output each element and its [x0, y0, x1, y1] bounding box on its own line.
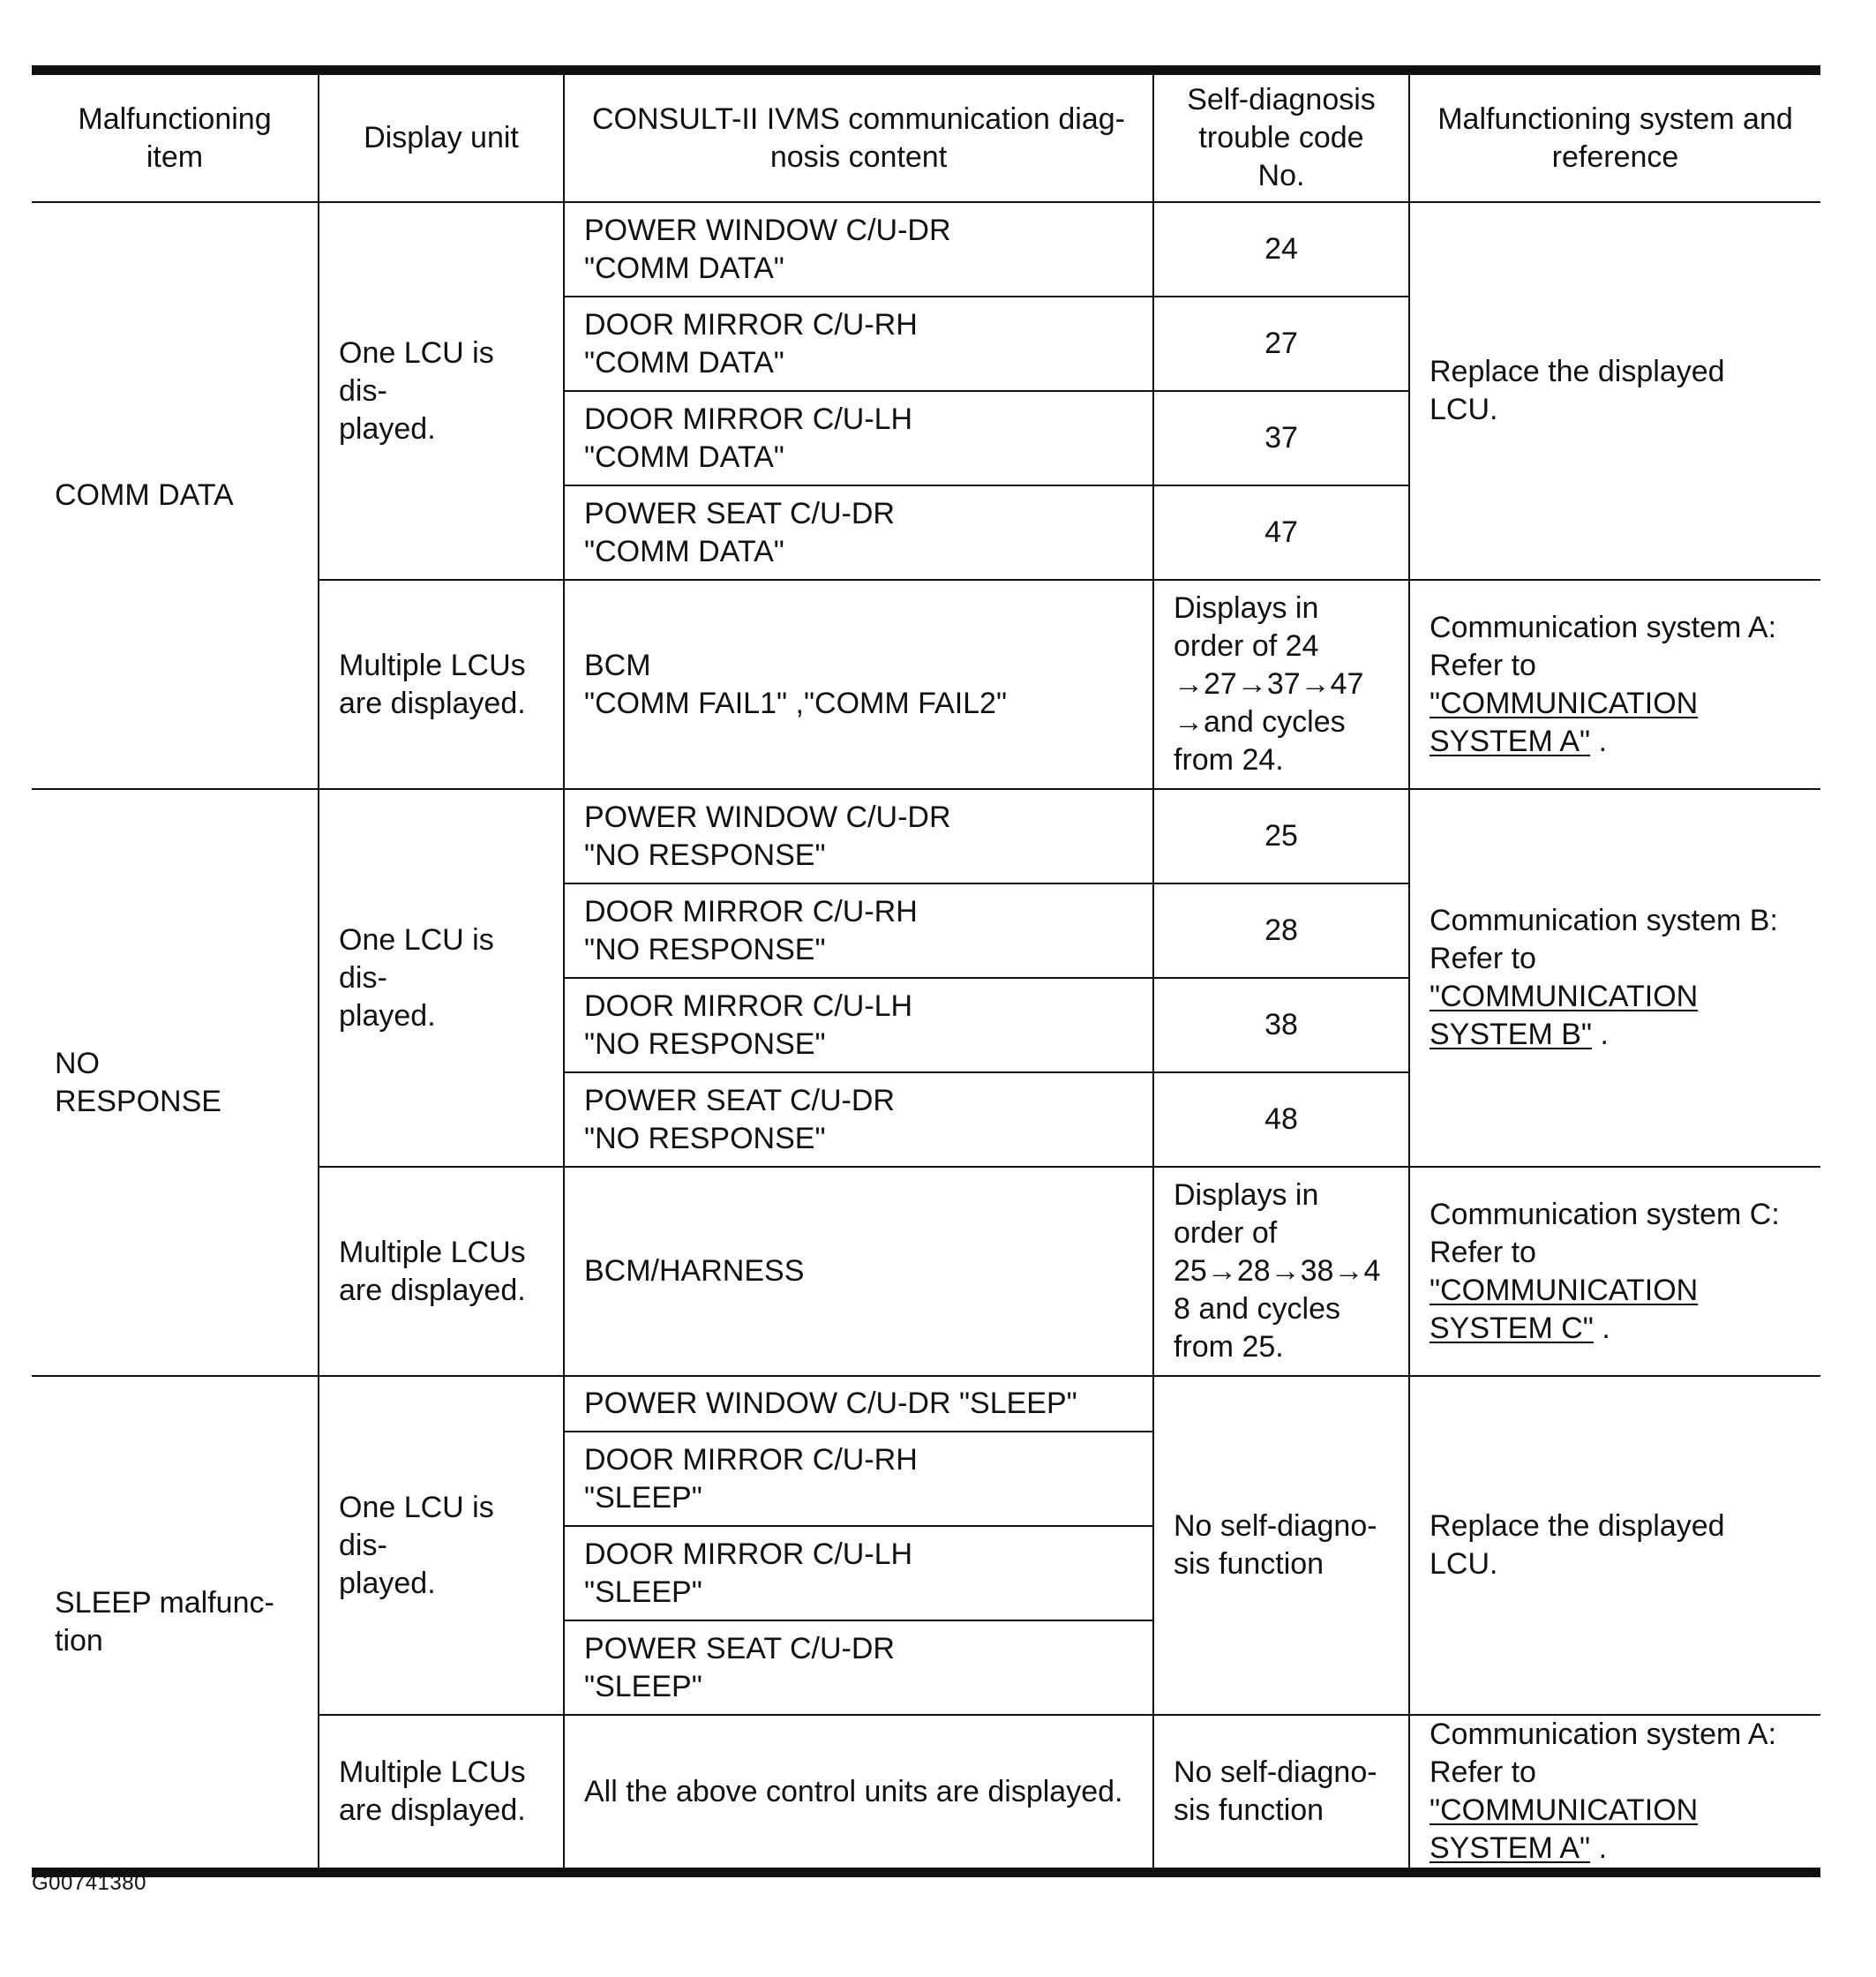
header-system-reference: Malfunctioning system and reference	[1409, 71, 1820, 203]
reference-cell: Communication system C: Refer to "COMMUNICATION SYSTEM C" .	[1409, 1167, 1820, 1376]
code-cell: Displays in order of 25→28→38→4 8 and cycles from 25.	[1153, 1167, 1409, 1376]
content-cell: DOOR MIRROR C/U-LH "COMM DATA"	[564, 391, 1153, 485]
content-cell: POWER WINDOW C/U-DR "NO RESPONSE"	[564, 789, 1153, 883]
content-cell: POWER WINDOW C/U-DR "COMM DATA"	[564, 202, 1153, 297]
diagnosis-table	[32, 65, 1820, 1877]
table-row	[32, 1376, 1820, 1432]
code-cell: 27	[1153, 297, 1409, 391]
table-body	[32, 202, 1820, 1873]
content-cell: BCM "COMM FAIL1" ,"COMM FAIL2"	[564, 580, 1153, 789]
content-cell: All the above control units are displayed.	[564, 1715, 1153, 1873]
content-cell: POWER SEAT C/U-DR "NO RESPONSE"	[564, 1072, 1153, 1167]
communication-system-a-link[interactable]: "COMMUNICATION SYSTEM A"	[1430, 1793, 1699, 1865]
display-unit-one-lcu: One LCU is dis- played.	[319, 789, 564, 1167]
reference-cell: Communication system B: Refer to "COMMUNICATION SYSTEM B" .	[1409, 789, 1820, 1167]
content-cell: POWER SEAT C/U-DR "COMM DATA"	[564, 485, 1153, 580]
display-unit-multiple-lcus: Multiple LCUs are displayed.	[319, 1167, 564, 1376]
content-cell: POWER SEAT C/U-DR "SLEEP"	[564, 1620, 1153, 1715]
header-trouble-code: Self-diagnosis trouble code No.	[1153, 71, 1409, 203]
header-consult-content: CONSULT-II IVMS communication diag- nosis content	[564, 71, 1153, 203]
reference-cell: Communication system A: Refer to "COMMUNICATION SYSTEM A" .	[1409, 580, 1820, 789]
code-cell: Displays in order of 24 →27→37→47 →and cycles from 24.	[1153, 580, 1409, 789]
header-display-unit: Display unit	[319, 71, 564, 203]
display-unit-multiple-lcus: Multiple LCUs are displayed.	[319, 580, 564, 789]
item-no-response: NO RESPONSE	[32, 789, 319, 1376]
content-cell: BCM/HARNESS	[564, 1167, 1153, 1376]
code-cell: No self-diagno- sis function	[1153, 1715, 1409, 1873]
content-cell: DOOR MIRROR C/U-RH "SLEEP"	[564, 1432, 1153, 1526]
display-unit-one-lcu: One LCU is dis- played.	[319, 1376, 564, 1715]
reference-cell: Communication system A: Refer to "COMMUNICATION SYSTEM A" .	[1409, 1715, 1820, 1873]
code-cell: 47	[1153, 485, 1409, 580]
content-cell: DOOR MIRROR C/U-LH "SLEEP"	[564, 1526, 1153, 1620]
communication-system-a-link[interactable]: "COMMUNICATION SYSTEM A"	[1430, 686, 1699, 758]
code-cell: 38	[1153, 978, 1409, 1072]
header-malfunctioning-item: Malfunctioning item	[32, 71, 319, 203]
code-cell: 28	[1153, 883, 1409, 978]
code-cell: 24	[1153, 202, 1409, 297]
code-cell: 37	[1153, 391, 1409, 485]
header-row	[32, 71, 1820, 203]
display-unit-one-lcu: One LCU is dis- played.	[319, 202, 564, 580]
code-cell: 25	[1153, 789, 1409, 883]
content-cell: POWER WINDOW C/U-DR "SLEEP"	[564, 1376, 1153, 1432]
content-cell: DOOR MIRROR C/U-RH "NO RESPONSE"	[564, 883, 1153, 978]
communication-system-c-link[interactable]: "COMMUNICATION SYSTEM C"	[1430, 1273, 1699, 1345]
figure-id: G00741380	[32, 1871, 146, 1895]
reference-cell: Replace the displayed LCU.	[1409, 1376, 1820, 1715]
item-comm-data: COMM DATA	[32, 202, 319, 789]
communication-system-b-link[interactable]: "COMMUNICATION SYSTEM B"	[1430, 980, 1699, 1051]
reference-cell: Replace the displayed LCU.	[1409, 202, 1820, 580]
item-sleep-malfunction: SLEEP malfunc- tion	[32, 1376, 319, 1873]
display-unit-multiple-lcus: Multiple LCUs are displayed.	[319, 1715, 564, 1873]
code-cell: 48	[1153, 1072, 1409, 1167]
content-cell: DOOR MIRROR C/U-RH "COMM DATA"	[564, 297, 1153, 391]
table-row	[32, 202, 1820, 297]
code-cell: No self-diagno- sis function	[1153, 1376, 1409, 1715]
table-row	[32, 789, 1820, 883]
content-cell: DOOR MIRROR C/U-LH "NO RESPONSE"	[564, 978, 1153, 1072]
table-header	[32, 71, 1820, 203]
